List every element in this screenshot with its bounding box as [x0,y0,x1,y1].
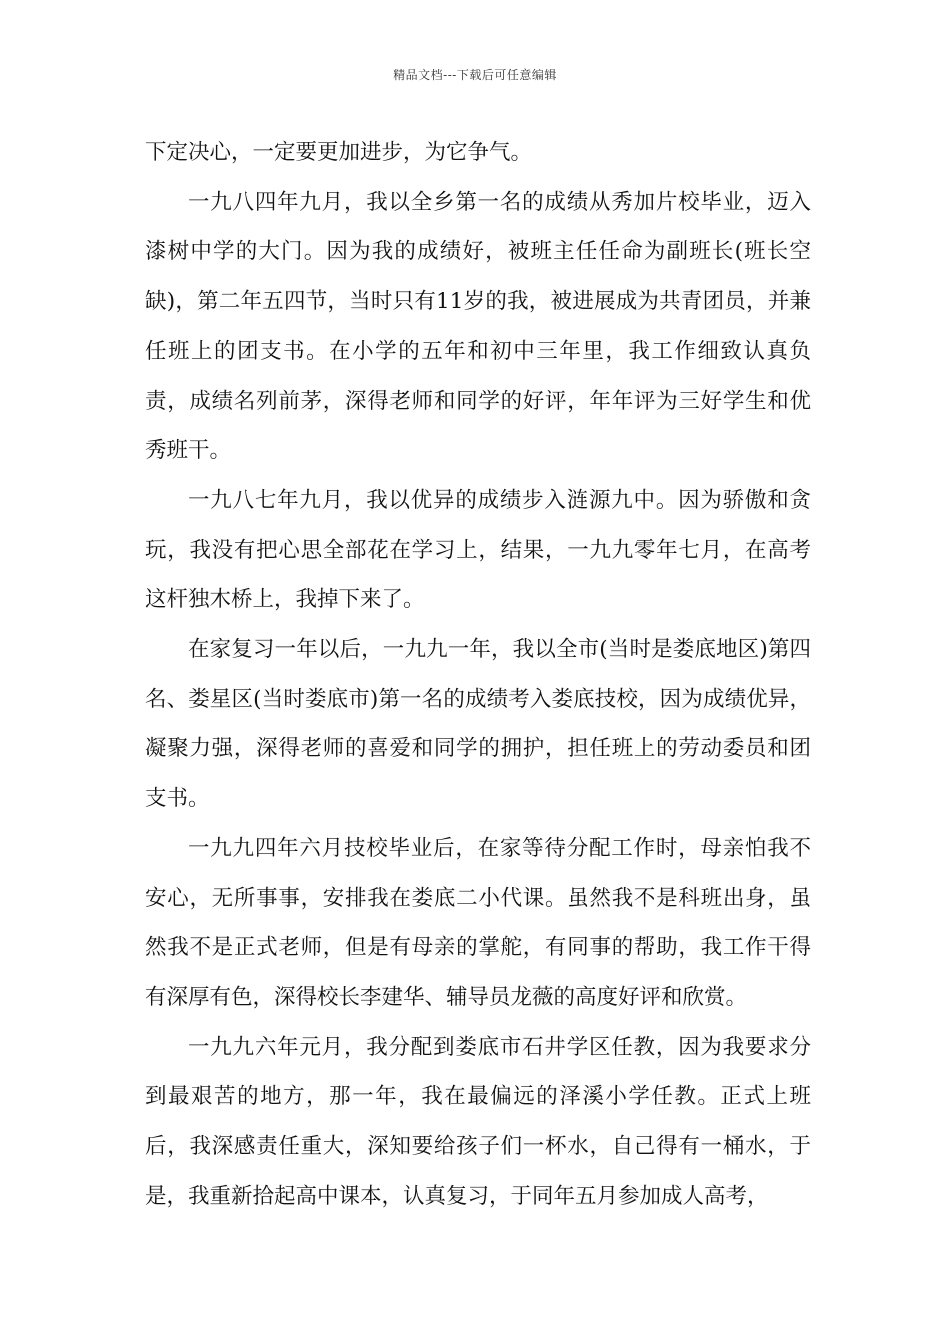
paragraph-6: 一九九六年元月，我分配到娄底市石井学区任教，因为我要求分到最艰苦的地方，那一年，我在最偏远的泽溪小学任教。正式上班后，我深感责任重大，深知要给孩子们一杯水，自己得有一桶水，于是，我重新拾起高中课本，认真复习，于同年五月参加成人高考， [145,1034,811,1209]
paragraph-5: 一九九四年六月技校毕业后，在家等待分配工作时，母亲怕我不安心，无所事事，安排我在娄底二小代课。虽然我不是科班出身，虽然我不是正式老师，但是有母亲的掌舵，有同事的帮助，我工作干得有深厚有色，深得校长李建华、辅导员龙薇的高度好评和欣赏。 [145,835,811,1010]
paragraph-1: 下定决心，一定要更加进步，为它争气。 [145,140,533,165]
page-header: 精品文档---下载后可任意编辑 [393,68,557,82]
document-body [145,128,811,1221]
paragraph-4: 在家复习一年以后，一九九一年，我以全市(当时是娄底地区)第四名、娄星区(当时娄底市)第一名的成绩考入娄底技校，因为成绩优异，凝聚力强，深得老师的喜爱和同学的拥护，担任班上的劳动委员和团支书。 [145,637,811,812]
paragraph-3: 一九八七年九月，我以优异的成绩步入涟源九中。因为骄傲和贪玩，我没有把心思全部花在学习上，结果，一九九零年七月，在高考这杆独木桥上，我掉下来了。 [145,487,811,613]
paragraph-2: 一九八四年九月，我以全乡第一名的成绩从秀加片校毕业，迈入漆树中学的大门。因为我的成绩好，被班主任任命为副班长(班长空缺)，第二年五四节，当时只有11岁的我，被进展成为共青团员，并兼任班上的团支书。在小学的五年和初中三年里，我工作细致认真负责，成绩名列前茅，深得老师和同学的好评，年年评为三好学生和优秀班干。 [145,189,811,464]
